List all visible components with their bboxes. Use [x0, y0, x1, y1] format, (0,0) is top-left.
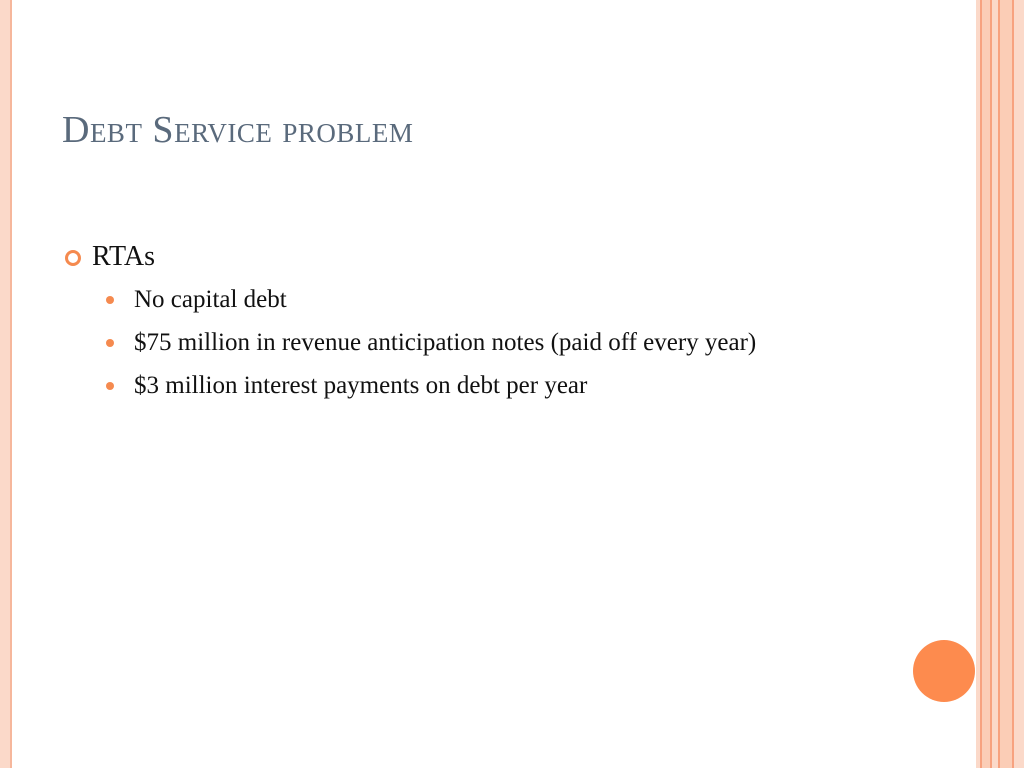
bullet-item [62, 236, 862, 278]
right-border-band [1014, 0, 1024, 768]
sub-bullet-item [62, 281, 862, 318]
sub-bullet-item [62, 324, 862, 361]
sub-bullet-text: No capital debt [134, 286, 287, 313]
decorative-circle [913, 640, 975, 702]
ring-bullet-icon [65, 250, 81, 266]
right-border-band [982, 0, 990, 768]
left-border-line [10, 0, 12, 768]
sub-bullet-list [62, 281, 862, 404]
bullet-text: RTAs [92, 241, 155, 272]
sub-bullet-item [62, 367, 862, 404]
dot-bullet-icon [106, 339, 114, 347]
sub-bullet-text: $75 million in revenue anticipation notes (paid off every year) [134, 329, 757, 356]
sub-bullet-text: $3 million interest payments on debt per year [134, 372, 588, 399]
slide-content [62, 236, 862, 404]
right-border-band [1000, 0, 1012, 768]
dot-bullet-icon [106, 296, 114, 304]
left-border-band [0, 0, 10, 768]
slide-title: Debt Service problem [62, 109, 414, 151]
dot-bullet-icon [106, 382, 114, 390]
